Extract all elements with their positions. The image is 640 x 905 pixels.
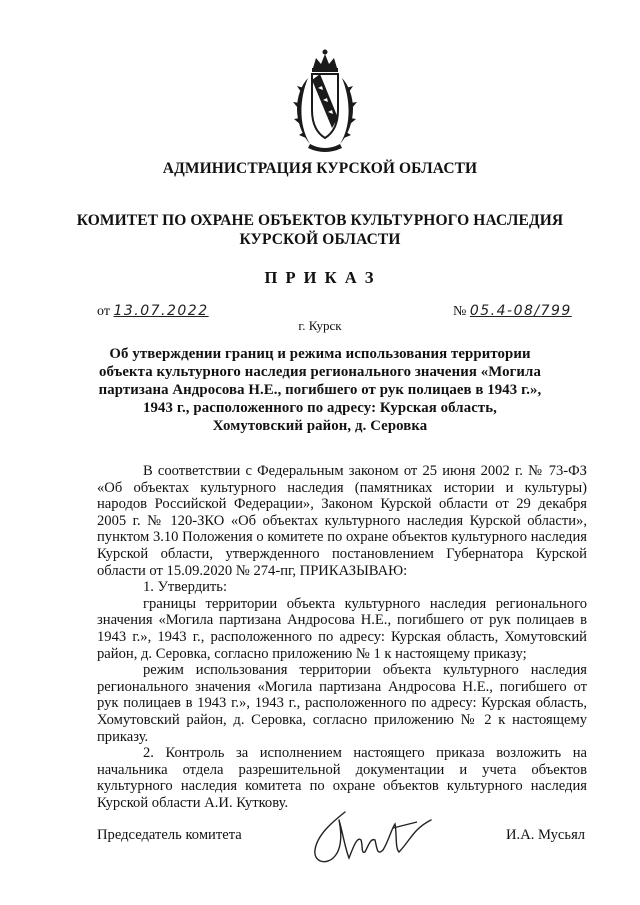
order-body <box>97 463 587 811</box>
clause-1-heading: 1. Утвердить: <box>143 579 228 596</box>
clause-2-control: 2. Контроль за исполнением настоящего приказа возложить на начальника отдела разрешительной документации и учета объектов культурного наследия комитета по охране объектов культурного наследия Курской области А.И. Куткову. <box>97 745 587 811</box>
clause-1-regime: режим использования территории объекта культурного наследия регионального значения «Могила партизана Андросова Н.Е., погибшего от рук полицаев в 1943 г.», 1943 г., расположенного по адресу: Курская область, Хомутовский район, д. Серовка, согласно приложению № 2 к настоящему приказу. <box>97 662 587 745</box>
document-type-heading: П Р И К А З <box>264 268 376 287</box>
date-value: 13.07.2022 <box>113 303 209 319</box>
subject-heading <box>0 345 640 435</box>
subject-line-3: партизана Андросова Н.Е., погибшего от рук полицаев в 1943 г.», <box>98 382 542 398</box>
clause-1-boundaries: границы территории объекта культурного наследия регионального значения «Могила партизана Андросова Н.Е., погибшего от рук полицаев в 1943 г.», 1943 г., расположенного по адресу: Курская область, Хомутовский район, д. Серовка, согласно приложению № 1 к настоящему приказу; <box>97 595 587 662</box>
coat-of-arms-emblem <box>286 48 364 156</box>
subject-line-1: Об утверждении границ и режима использования территории <box>109 346 531 362</box>
subject-line-4: 1943 г., расположенного по адресу: Курская область, <box>143 400 497 416</box>
committee-title-line1: КОМИТЕТ ПО ОХРАНЕ ОБЪЕКТОВ КУЛЬТУРНОГО НАСЛЕДИЯ <box>76 212 564 229</box>
committee-title-line2: КУРСКОЙ ОБЛАСТИ <box>239 231 401 248</box>
subject-line-5: Хомутовский район, д. Серовка <box>212 418 428 434</box>
signatory-name: И.А. Мусьял <box>506 827 586 843</box>
number-prefix: № <box>453 304 467 319</box>
signatory-position: Председатель комитета <box>97 827 242 843</box>
preamble-paragraph: В соответствии с Федеральным законом от 25 июня 2002 г. № 73-ФЗ «Об объектах культурного наследия (памятниках истории и культуры) народов Российской Федерации», Законом Курской области от 29 декабря 2005 г. № 120-ЗКО «Об объектах культурного наследия Курской области», пунктом 3.10 Положения о комитете по охране объектов культурного наследия Курской области, утвержденного постановлением Губернатора Курской области от 15.09.2020 № 274-пг, ПРИКАЗЫВАЮ: <box>97 463 587 579</box>
city-label: г. Курск <box>298 318 342 333</box>
date-prefix: от <box>97 304 110 319</box>
subject-line-2: объекта культурного наследия регионального значения «Могила <box>99 364 541 380</box>
handwritten-signature <box>305 800 435 872</box>
administration-title: АДМИНИСТРАЦИЯ КУРСКОЙ ОБЛАСТИ <box>162 160 478 177</box>
number-value: 05.4-08/799 <box>469 303 572 319</box>
